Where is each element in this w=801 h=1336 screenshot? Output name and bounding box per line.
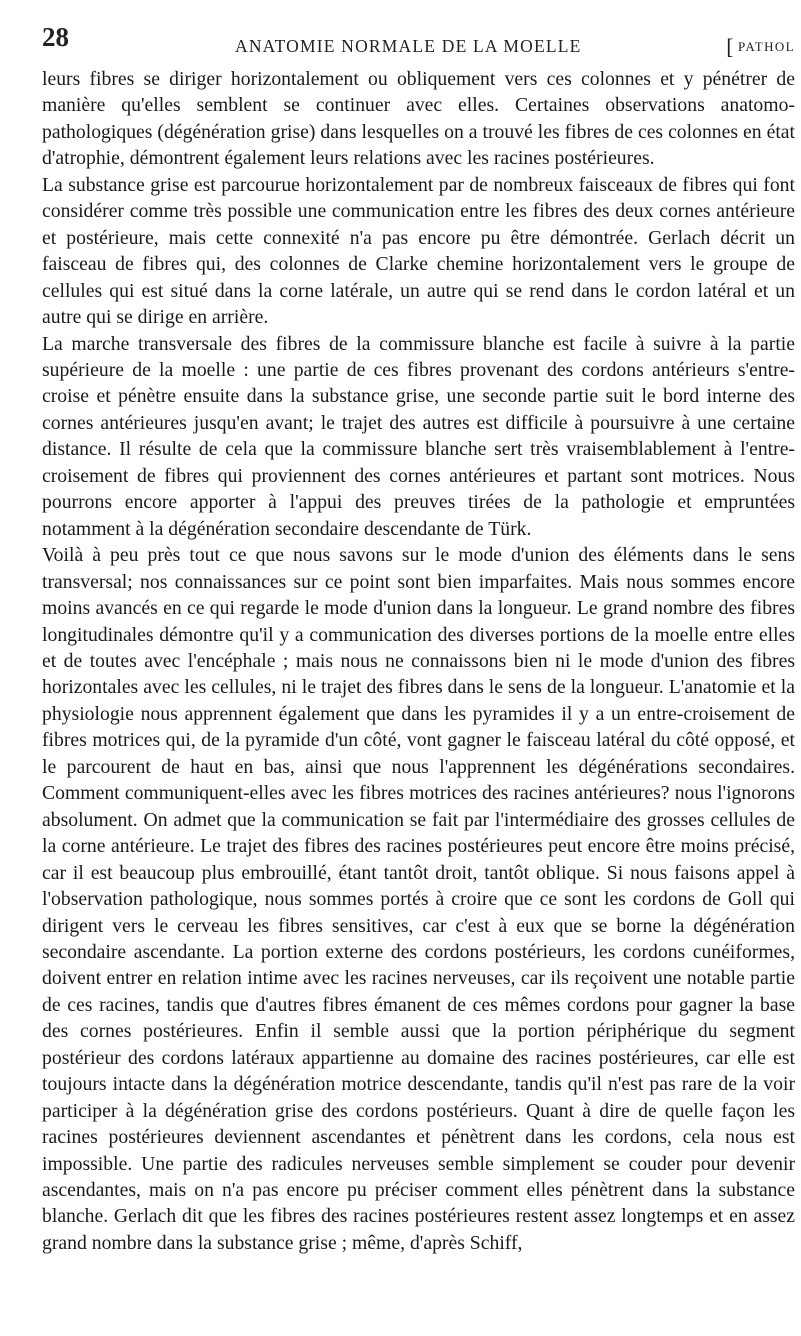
body-text — [42, 66, 795, 1256]
paragraph-3: La marche transversale des fibres de la commissure blanche est facile à suivre à la partie supérieure de la moelle : une partie de ces fibres provenant des cordons antérieurs s'entre-croise et pénètre ensuite dans la substance grise, une seconde partie suit le bord interne des cornes antérieures jusqu'en avant; le trajet des autres est difficile à poursuivre à une certaine distance. Il résulte de cela que la commissure blanche sert très vraisemblablement à l'entre-croisement de fibres qui proviennent des cornes antérieures et partant sont motrices. Nous pourrons encore apporter à l'appui des preuves tirées de la pathologie et empruntées notamment à la dégénération secondaire descendante de Türk. — [42, 332, 795, 540]
running-title: ANATOMIE NORMALE DE LA MOELLE — [235, 36, 582, 56]
paragraph-2: La substance grise est parcourue horizontalement par de nombreux faisceaux de fibres qui font considérer comme très possible une communication entre les fibres des deux cornes antérieure et postérieure, mais cette connexité n'a pas encore pu être démontrée. Gerlach décrit un faisceau de fibres qui, des colonnes de Clarke chemine horizontalement vers le groupe de cellules qui est situé dans la corne latérale, un autre qui se rend dans le cordon latéral et un autre qui se dirige en arrière. — [42, 173, 795, 329]
paragraph-4: Voilà à peu près tout ce que nous savons sur le mode d'union des éléments dans le sens transversal; nos connaissances sur ce point sont bien imparfaites. Mais nous sommes encore moins avancés en ce qui regarde le mode d'union dans la longueur. Le grand nombre des fibres longitudinales démontre qu'il y a communication des diverses portions de la moelle entre elles et de toutes avec l'encéphale ; mais nous ne connaissons bien ni le mode d'union des fibres horizontales avec les cellules, ni le trajet des fibres dans le sens de la longueur. L'anatomie et la physiologie nous apprennent également que dans les pyramides il y a un entre-croisement de fibres motrices qui, de la pyramide d'un côté, vont gagner le faisceau latéral du côté opposé, et le parcourent de haut en bas, ainsi que nous l'apprennent les dégénérations secondaires. Comment communiquent-elles avec les fibres motrices des racines antérieures? nous l'ignorons absolument. On admet que la communication se fait par l'intermédiaire des grosses cellules de la corne antérieure. Le trajet des fibres des racines postérieures peut encore être moins précisé, car il est beaucoup plus embrouillé, étant tantôt droit, tantôt oblique. Si nous faisons appel à l'observation pathologique, nous sommes portés à croire que ce sont les cordons de Goll qui dirigent vers le cerveau les fibres sensitives, car c'est à eux que se borne la dégénération secondaire ascendante. La portion externe des cordons postérieurs, les cordons cunéiformes, doivent entrer en relation intime avec les racines nerveuses, car ils reçoivent une notable partie de ces racines, tandis que d'autres fibres émanent de ces mêmes cordons pour gagner la base des cornes postérieures. Enfin il semble aussi que la portion périphérique du segment postérieur des cordons latéraux appartienne au domaine des racines postérieures, car elle est toujours intacte dans la dégénération motrice descendante, tandis qu'il n'est pas rare de la voir participer à la dégénération grise des cordons postérieurs. Quant à dire de quelle façon les racines postérieures deviennent ascendantes et pénètrent dans les cordons, cela nous est impossible. Une partie des radicules nerveuses semble simplement se couder pour devenir ascendantes, mais on n'a pas encore pu préciser comment elles pénètrent dans la substance blanche. Gerlach dit que les fibres des racines postérieures restent assez longtemps et en assez grand nombre dans la substance grise ; même, d'après Schiff, — [42, 544, 795, 1254]
page-header — [42, 22, 795, 59]
page-number: 28 — [42, 22, 69, 52]
bracket-glyph: [ — [726, 34, 735, 59]
section-mark — [726, 34, 795, 60]
section-mark-text: PATHOL — [737, 39, 795, 54]
paragraph-1: leurs fibres se diriger horizontalement ou obliquement vers ces colonnes et y pénétrer de manière qu'elles semblent se continuer avec elles. Certaines observations anatomo-pathologiques (dégénération grise) dans lesquelles on a trouvé les fibres de ces colonnes en état d'atrophie, démontrent également leurs relations avec les racines postérieures. — [42, 68, 795, 170]
